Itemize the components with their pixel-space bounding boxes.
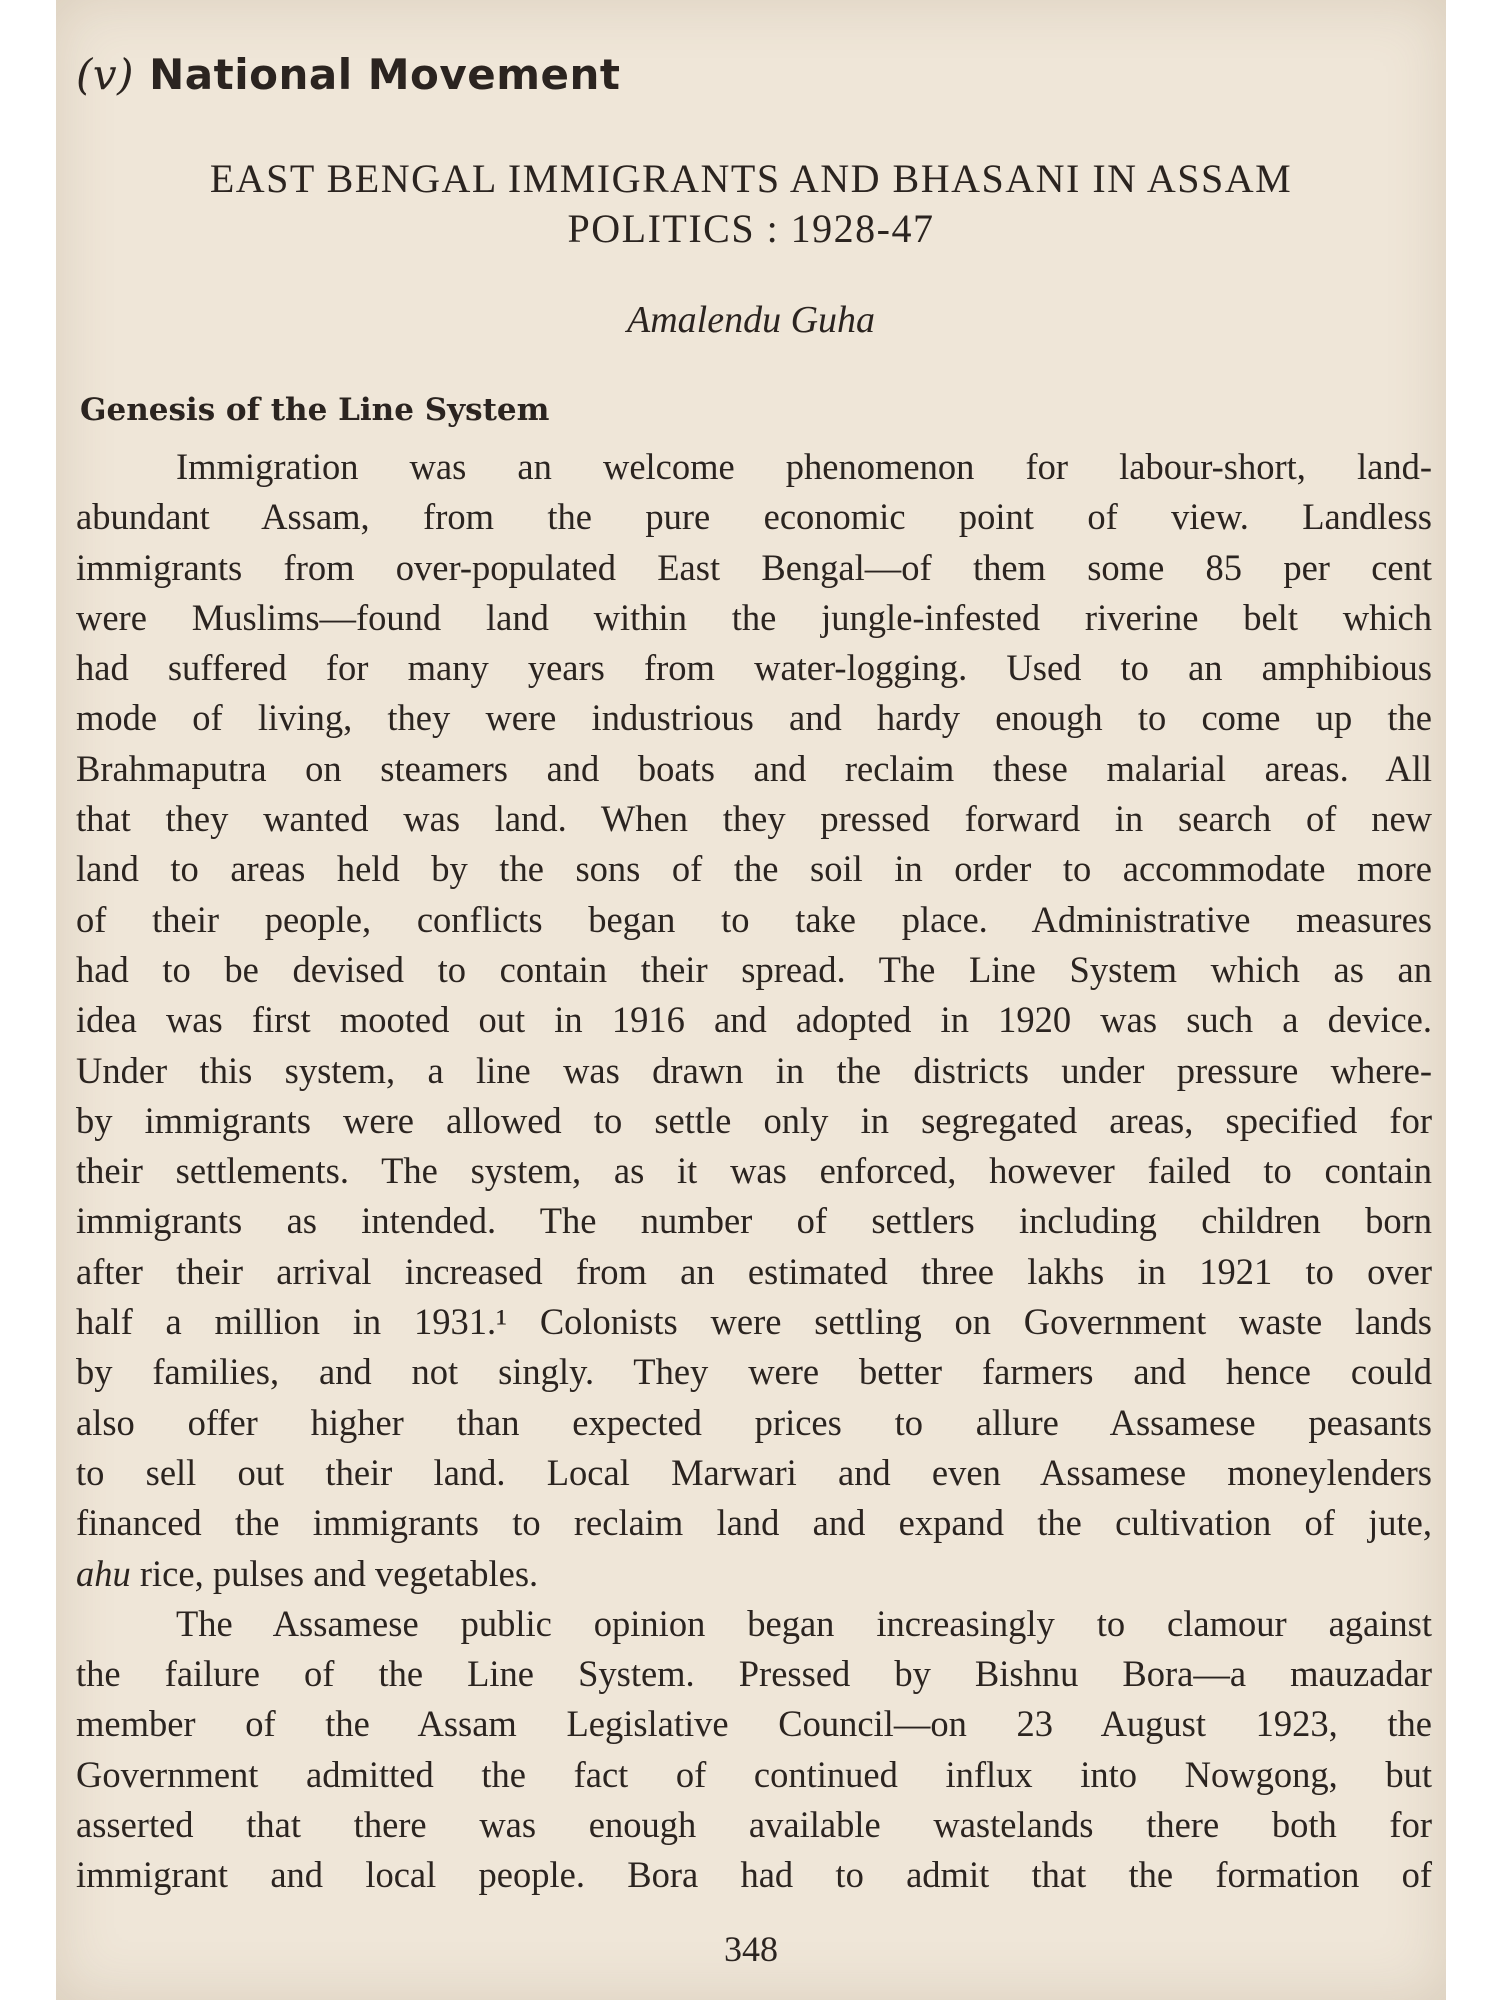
text-line: also offer higher than expected prices to allure Assamese peasants [76, 1401, 1432, 1443]
text-line: that they wanted was land. When they pressed forward in search of new [76, 798, 1432, 840]
body-text [76, 442, 1432, 1901]
text-line: immigrants from over-populated East Bengal—of them some 85 per cent [76, 546, 1432, 588]
text-line: by families, and not singly. They were better farmers and hence could [76, 1351, 1432, 1393]
text-line: their settlements. The system, as it was enforced, however failed to contain [76, 1150, 1432, 1192]
section-numeral: (v) [76, 50, 134, 99]
text-line: Brahmaputra on steamers and boats and reclaim these malarial areas. All [76, 747, 1432, 789]
subheading: Genesis of the Line System [80, 392, 550, 428]
text-line: member of the Assam Legislative Council—on 23 August 1923, the [76, 1703, 1432, 1745]
text-line: financed the immigrants to reclaim land and expand the cultivation of jute, [76, 1502, 1432, 1544]
text-line: Under this system, a line was drawn in the districts under pressure where- [76, 1049, 1432, 1091]
text-line: were Muslims—found land within the jungle-infested riverine belt which [76, 596, 1432, 638]
article-title-line-1: EAST BENGAL IMMIGRANTS AND BHASANI IN ASSAM [209, 156, 1293, 201]
text-line: land to areas held by the sons of the soil in order to accommodate more [76, 848, 1432, 890]
text-line: had suffered for many years from water-logging. Used to an amphibious [76, 647, 1432, 689]
section-heading [76, 50, 620, 99]
text-line: after their arrival increased from an estimated three lakhs in 1921 to over [76, 1250, 1432, 1292]
page-number: 348 [724, 1929, 778, 1969]
text-line: had to be devised to contain their spread. The Line System which as an [76, 948, 1432, 990]
text-line: Immigration was an welcome phenomenon for labour-short, land- [176, 446, 1432, 487]
text-line: The Assamese public opinion began increasingly to clamour against [176, 1602, 1432, 1644]
text-line: by immigrants were allowed to settle only in segregated areas, specified for [76, 1099, 1432, 1141]
text-line: the failure of the Line System. Pressed by Bishnu Bora—a mauzadar [76, 1653, 1432, 1695]
text-line: immigrants as intended. The number of settlers including children born [76, 1200, 1432, 1242]
article-title-line-2: POLITICS : 1928-47 [567, 206, 935, 251]
author-name: Amalendu Guha [626, 299, 876, 341]
book-page [56, 0, 1446, 2000]
text-line-last [76, 1549, 1432, 1599]
text-line: Government admitted the fact of continued influx into Nowgong, but [76, 1753, 1432, 1795]
text-line: to sell out their land. Local Marwari and even Assamese moneylenders [76, 1451, 1432, 1493]
text-line: of their people, conflicts began to take place. Administrative measures [76, 898, 1432, 940]
text-line: asserted that there was enough available wastelands there both for [76, 1804, 1432, 1846]
text-line: abundant Assam, from the pure economic point of view. Landless [76, 496, 1432, 538]
italic-term: ahu [76, 1552, 131, 1594]
text-line: immigrant and local people. Bora had to admit that the formation of [76, 1854, 1432, 1896]
section-title: National Movement [149, 50, 621, 99]
text-line: mode of living, they were industrious and hardy enough to come up the [76, 697, 1432, 739]
text-line: half a million in 1931.¹ Colonists were settling on Government waste lands [76, 1301, 1432, 1343]
text-fragment: rice, pulses and vegetables. [130, 1552, 539, 1594]
text-line: idea was first mooted out in 1916 and adopted in 1920 was such a device. [76, 999, 1432, 1041]
